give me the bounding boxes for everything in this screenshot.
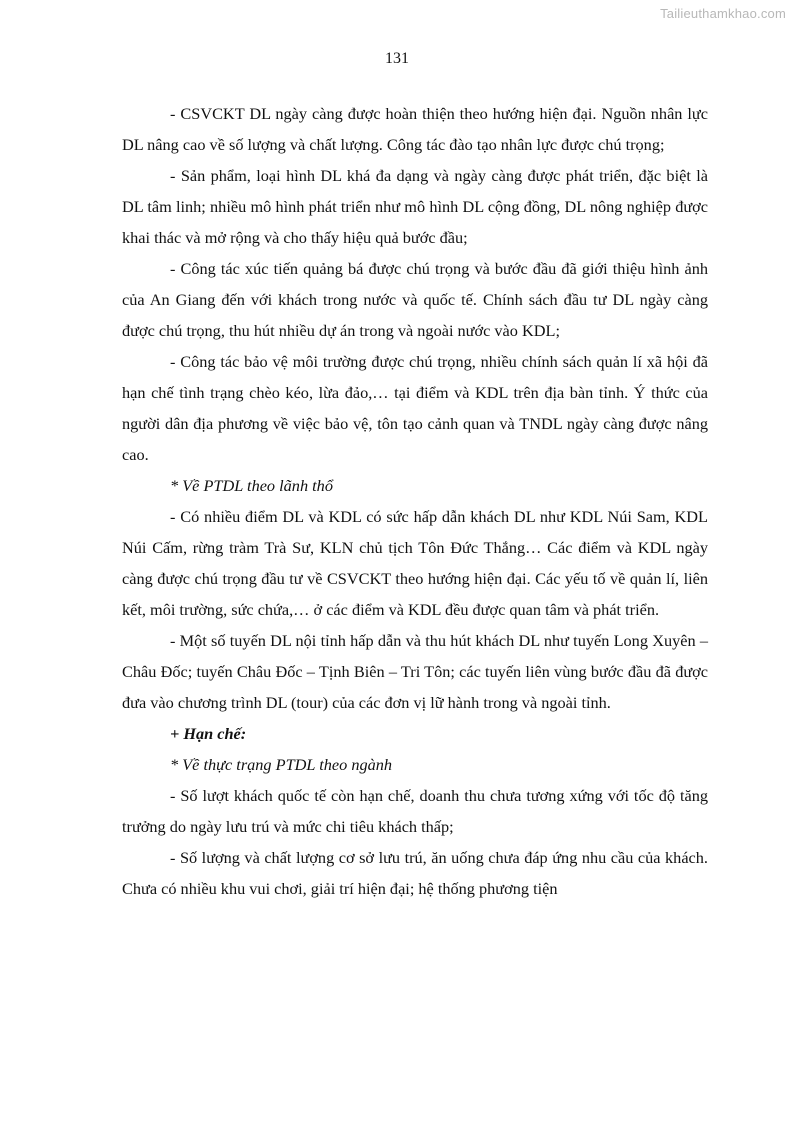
- watermark: Tailieuthamkhao.com: [660, 6, 786, 21]
- subheading-sector: * Về thực trạng PTDL theo ngành: [170, 755, 393, 774]
- paragraph-promotion: - Công tác xúc tiến quảng bá được chú trọng và bước đầu đã giới thiệu hình ảnh của An Giang đến với khách trong nước và quốc tế. Chính sách đầu tư DL ngày càng được chú trọng, thu hút nhiều dự án trong và ngoài nước vào KDL;: [122, 259, 708, 340]
- heading-limitations: + Hạn chế:: [170, 724, 247, 743]
- subheading-territory: * Về PTDL theo lãnh thổ: [170, 476, 333, 495]
- paragraph-destinations: - Có nhiều điểm DL và KDL có sức hấp dẫn khách DL như KDL Núi Sam, KDL Núi Cấm, rừng tràm Trà Sư, KLN chủ tịch Tôn Đức Thắng… Các điểm và KDL ngày càng được chú trọng đầu tư về CSVCKT theo hướng hiện đại. Các yếu tố về quản lí, liên kết, môi trường, sức chứa,… ở các điểm và KDL đều được quan tâm và phát triển.: [122, 507, 708, 619]
- paragraph-routes: - Một số tuyến DL nội tỉnh hấp dẫn và thu hút khách DL như tuyến Long Xuyên – Châu Đốc; tuyến Châu Đốc – Tịnh Biên – Tri Tôn; các tuyến liên vùng bước đầu đã được đưa vào chương trình DL (tour) của các đơn vị lữ hành trong và ngoài tỉnh.: [122, 631, 708, 712]
- paragraph-infrastructure: - CSVCKT DL ngày càng được hoàn thiện theo hướng hiện đại. Nguồn nhân lực DL nâng cao về số lượng và chất lượng. Công tác đào tạo nhân lực được chú trọng;: [122, 104, 708, 154]
- page-number: 131: [385, 50, 409, 67]
- paragraph-products: - Sản phẩm, loại hình DL khá đa dạng và ngày càng được phát triển, đặc biệt là DL tâm linh; nhiều mô hình phát triển như mô hình DL cộng đồng, DL nông nghiệp được khai thác và mở rộng và cho thấy hiệu quả bước đầu;: [122, 166, 708, 247]
- paragraph-environment: - Công tác bảo vệ môi trường được chú trọng, nhiều chính sách quản lí xã hội đã hạn chế tình trạng chèo kéo, lừa đảo,… tại điểm và KDL trên địa bàn tỉnh. Ý thức của người dân địa phương về việc bảo vệ, tôn tạo cảnh quan và TNDL ngày càng được nâng cao.: [122, 352, 708, 464]
- document-body: [122, 98, 708, 904]
- paragraph-international-visitors: - Số lượt khách quốc tế còn hạn chế, doanh thu chưa tương xứng với tốc độ tăng trưởng do ngày lưu trú và mức chi tiêu khách thấp;: [122, 786, 708, 836]
- paragraph-accommodation: - Số lượng và chất lượng cơ sở lưu trú, ăn uống chưa đáp ứng nhu cầu của khách. Chưa có nhiều khu vui chơi, giải trí hiện đại; hệ thống phương tiện: [122, 848, 708, 898]
